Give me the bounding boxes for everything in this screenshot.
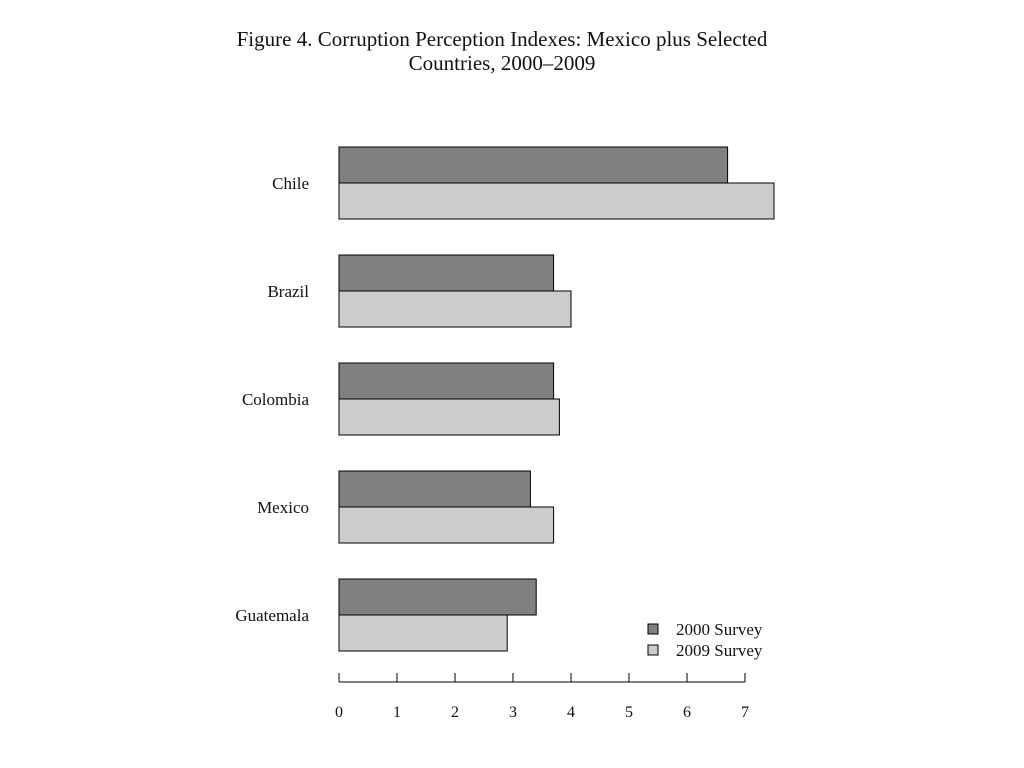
x-tick-label-1: 1 — [393, 704, 401, 721]
bar-colombia-2009-survey — [339, 399, 559, 435]
bar-brazil-2009-survey — [339, 291, 571, 327]
x-axis — [335, 673, 749, 721]
category-label-brazil: Brazil — [267, 282, 309, 301]
legend-label-2000-survey: 2000 Survey — [676, 620, 763, 639]
bar-chile-2009-survey — [339, 183, 774, 219]
category-label-guatemala: Guatemala — [235, 606, 309, 625]
x-tick-label-7: 7 — [741, 704, 749, 721]
x-tick-label-3: 3 — [509, 704, 517, 721]
x-tick-label-4: 4 — [567, 704, 575, 721]
chart-title-line-1: Figure 4. Corruption Perception Indexes: Mexico plus Selected — [236, 27, 768, 51]
bar-group — [339, 147, 774, 651]
category-label-mexico: Mexico — [257, 498, 309, 517]
category-labels — [235, 174, 309, 625]
legend-swatch-2009-survey — [648, 645, 658, 655]
bar-mexico-2000-survey — [339, 471, 530, 507]
category-label-colombia: Colombia — [241, 390, 309, 409]
bar-colombia-2000-survey — [339, 363, 554, 399]
bar-guatemala-2000-survey — [339, 579, 536, 615]
x-tick-label-6: 6 — [683, 704, 691, 721]
bar-chile-2000-survey — [339, 147, 728, 183]
category-label-chile: Chile — [272, 174, 309, 193]
chart-title-line-2: Countries, 2000–2009 — [408, 51, 596, 75]
legend — [648, 620, 763, 660]
x-tick-label-2: 2 — [451, 704, 459, 721]
bar-guatemala-2009-survey — [339, 615, 507, 651]
bar-brazil-2000-survey — [339, 255, 554, 291]
bar-mexico-2009-survey — [339, 507, 554, 543]
legend-swatch-2000-survey — [648, 624, 658, 634]
legend-label-2009-survey: 2009 Survey — [676, 641, 763, 660]
x-tick-label-0: 0 — [335, 704, 343, 721]
x-tick-label-5: 5 — [625, 704, 633, 721]
